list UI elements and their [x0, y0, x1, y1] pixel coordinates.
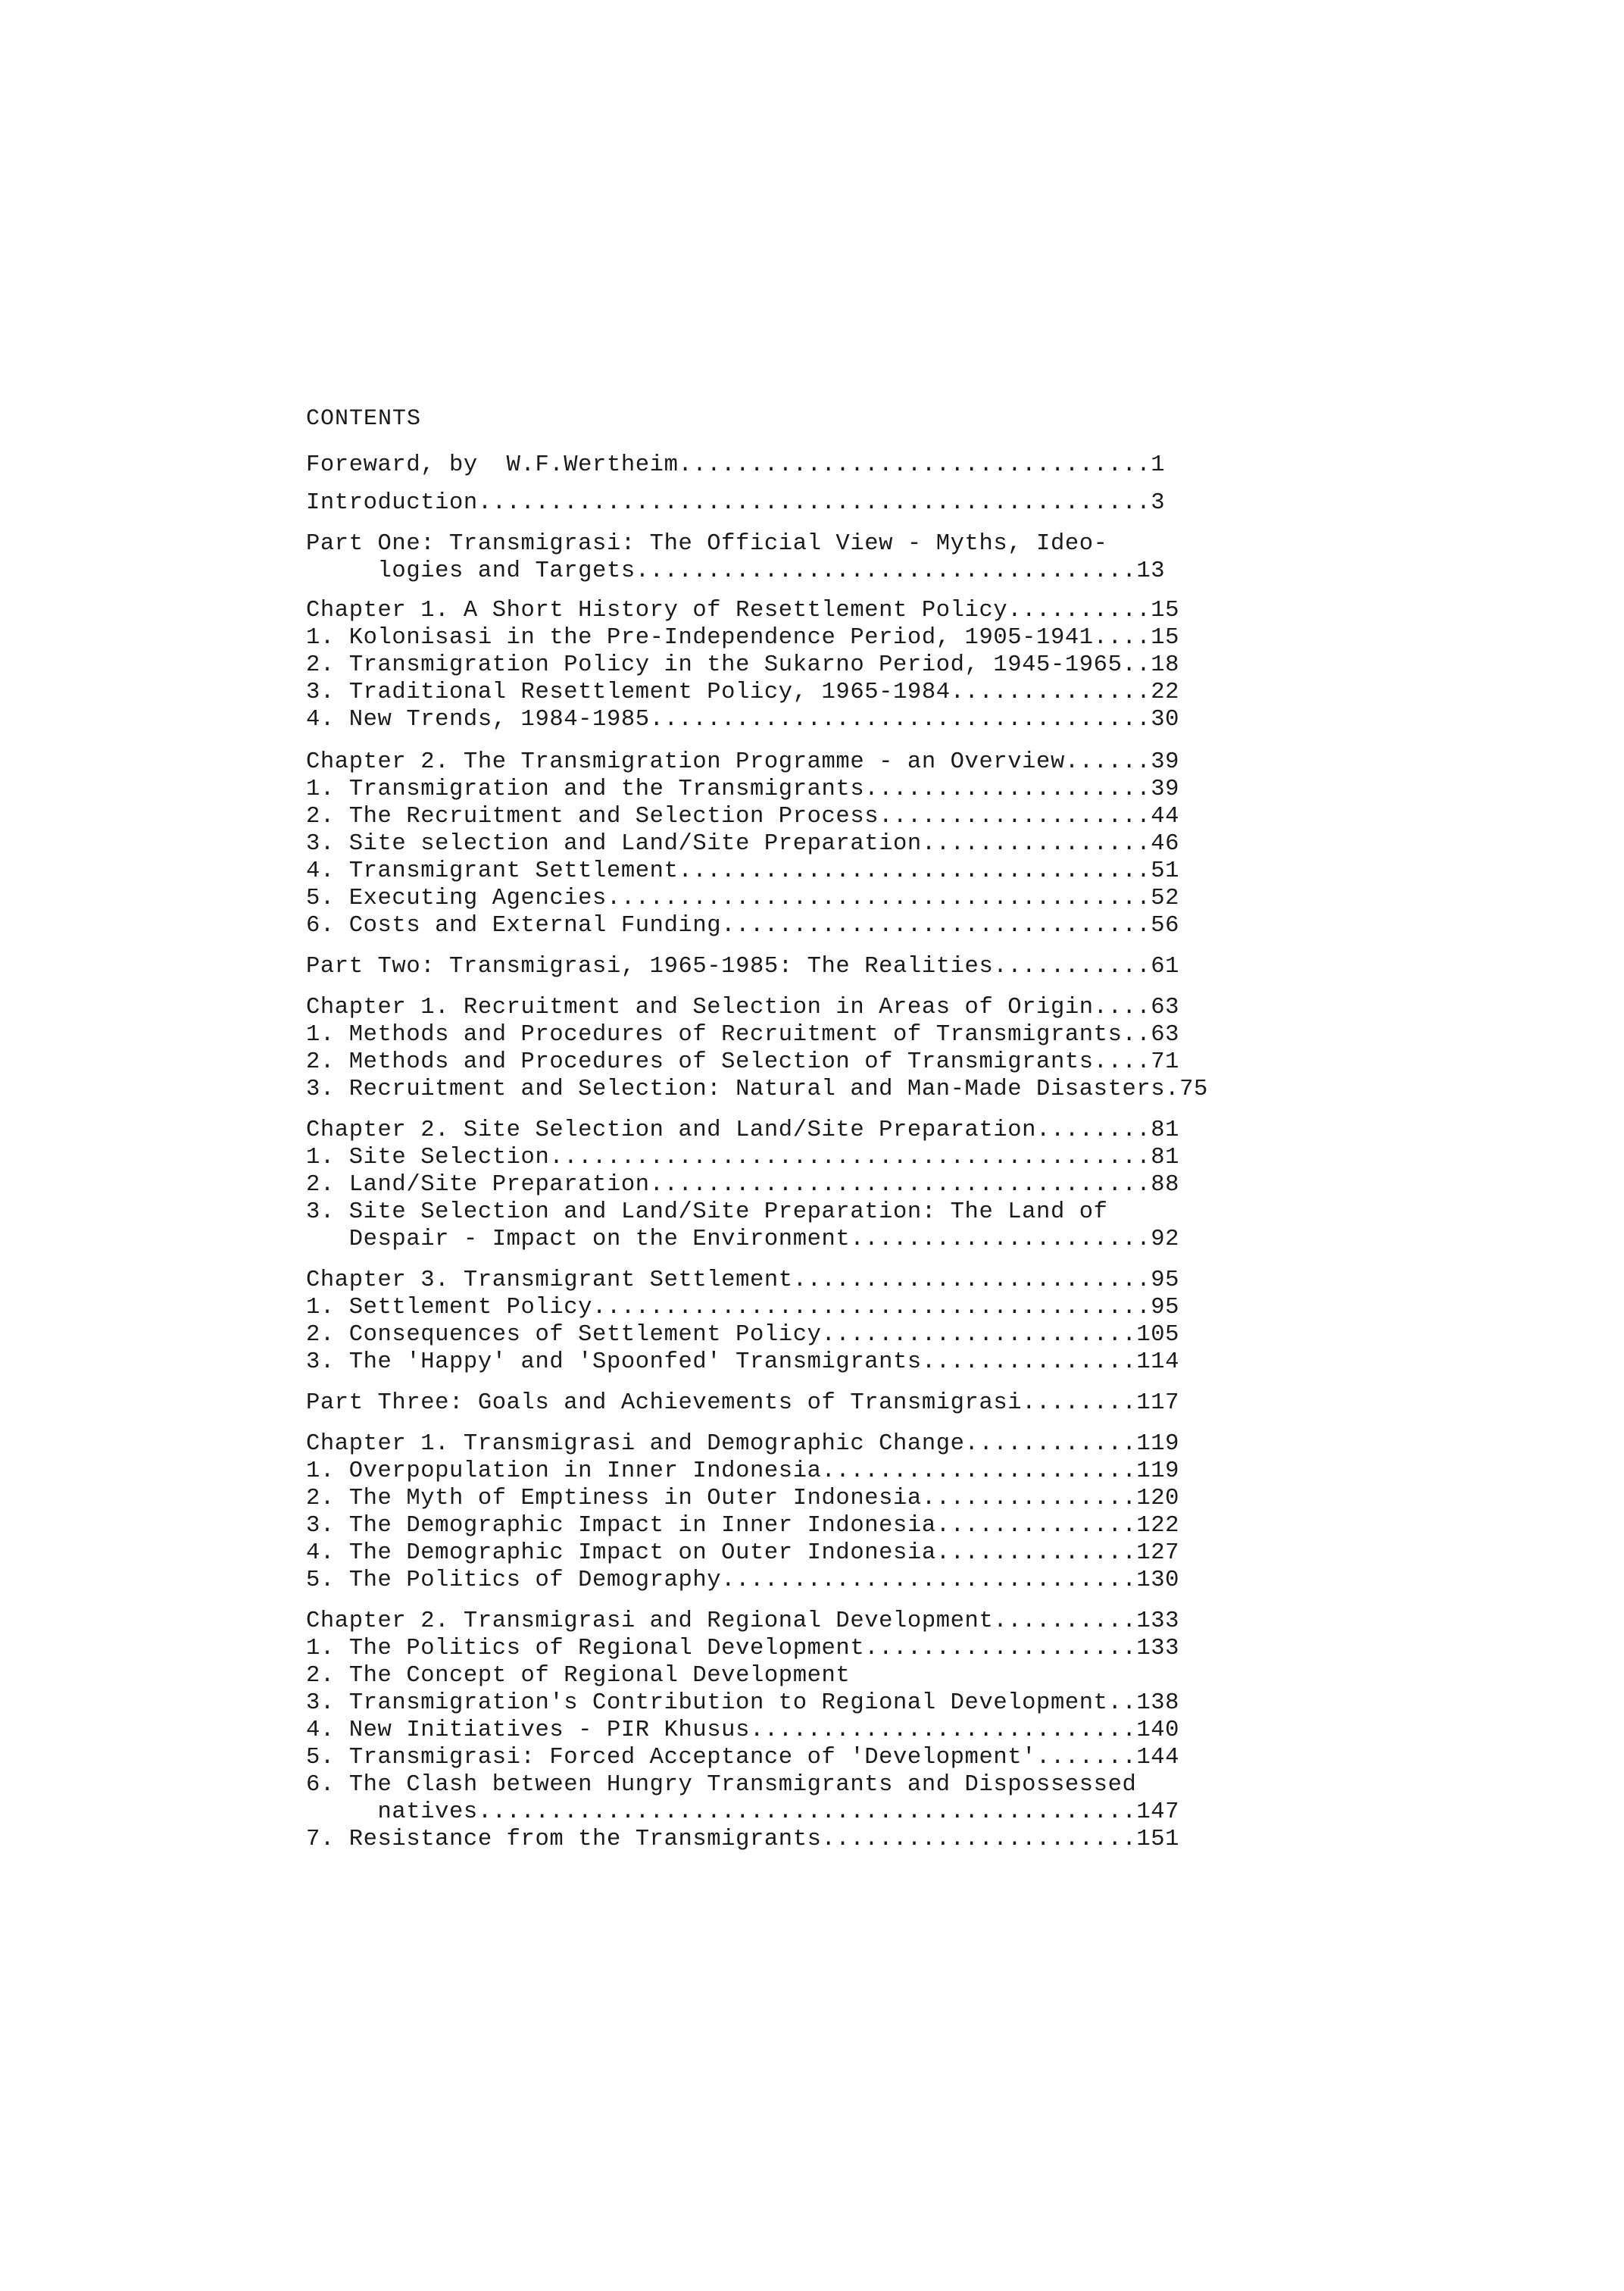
toc-entry: natives..............................................147 — [306, 1799, 1180, 1825]
toc-entry: Chapter 1. A Short History of Resettlement Policy..........15 — [306, 598, 1180, 624]
toc-entry: 3. Site selection and Land/Site Preparation................46 — [306, 831, 1180, 857]
toc-entry: 7. Resistance from the Transmigrants......................151 — [306, 1827, 1180, 1852]
toc-entry: 4. The Demographic Impact on Outer Indonesia..............127 — [306, 1540, 1180, 1566]
toc-entry: Chapter 1. Recruitment and Selection in Areas of Origin....63 — [306, 995, 1180, 1020]
toc-entry: 3. Recruitment and Selection: Natural and Man-Made Disasters.75 — [306, 1077, 1208, 1102]
toc-entry: 2. Transmigration Policy in the Sukarno Period, 1945-1965..18 — [306, 652, 1180, 678]
toc-entry: 5. Transmigrasi: Forced Acceptance of 'Development'.......144 — [306, 1745, 1180, 1771]
toc-entry: 1. Transmigration and the Transmigrants....................39 — [306, 777, 1180, 802]
toc-entry: 1. Settlement Policy.......................................95 — [306, 1295, 1180, 1321]
toc-entry: 3. The 'Happy' and 'Spoonfed' Transmigrants...............114 — [306, 1349, 1180, 1375]
toc-entry: 5. The Politics of Demography.............................130 — [306, 1567, 1180, 1593]
toc-entry: 6. Costs and External Funding..............................56 — [306, 913, 1180, 939]
toc-entry: 1. Site Selection..........................................81 — [306, 1145, 1180, 1171]
toc-entry: 1. The Politics of Regional Development...................133 — [306, 1636, 1180, 1661]
toc-entry: 4. New Trends, 1984-1985...................................30 — [306, 707, 1180, 733]
toc-entry: 4. Transmigrant Settlement.................................51 — [306, 858, 1180, 884]
toc-entry: 3. Site Selection and Land/Site Preparation: The Land of — [306, 1199, 1108, 1225]
toc-entry: Part One: Transmigrasi: The Official View - Myths, Ideo- — [306, 531, 1108, 557]
toc-entry: 2. Methods and Procedures of Selection of Transmigrants....71 — [306, 1049, 1180, 1075]
toc-entry: Chapter 3. Transmigrant Settlement.........................95 — [306, 1267, 1180, 1293]
toc-entry: Chapter 2. The Transmigration Programme - an Overview......39 — [306, 749, 1180, 775]
toc-entry: Chapter 2. Transmigrasi and Regional Development..........133 — [306, 1608, 1180, 1634]
toc-entry: Chapter 1. Transmigrasi and Demographic Change............119 — [306, 1431, 1180, 1457]
toc-entry: Despair - Impact on the Environment.....................92 — [306, 1227, 1180, 1252]
toc-entry: 3. Transmigration's Contribution to Regional Development..138 — [306, 1690, 1180, 1716]
page-title: CONTENTS — [306, 406, 422, 432]
toc-entry: 2. Land/Site Preparation...................................88 — [306, 1172, 1180, 1198]
toc-entry: 3. The Demographic Impact in Inner Indonesia..............122 — [306, 1513, 1180, 1539]
toc-entry: Part Two: Transmigrasi, 1965-1985: The Realities...........61 — [306, 954, 1180, 980]
toc-entry: 1. Kolonisasi in the Pre-Independence Period, 1905-1941....15 — [306, 625, 1180, 651]
toc-entry: Foreward, by W.F.Wertheim.................................1 — [306, 452, 1166, 478]
toc-entry: Part Three: Goals and Achievements of Transmigrasi........117 — [306, 1390, 1180, 1416]
toc-entry: 4. New Initiatives - PIR Khusus...........................140 — [306, 1717, 1180, 1743]
toc-entry: 1. Methods and Procedures of Recruitment of Transmigrants..63 — [306, 1022, 1180, 1048]
toc-entry: logies and Targets...................................13 — [306, 558, 1166, 584]
toc-entry: 1. Overpopulation in Inner Indonesia......................119 — [306, 1458, 1180, 1484]
toc-entry: 3. Traditional Resettlement Policy, 1965-1984..............22 — [306, 680, 1180, 705]
toc-entry: 2. The Myth of Emptiness in Outer Indonesia...............120 — [306, 1486, 1180, 1511]
toc-entry: 2. The Recruitment and Selection Process...................44 — [306, 804, 1180, 830]
toc-entry: 2. Consequences of Settlement Policy......................105 — [306, 1322, 1180, 1348]
toc-entry: 2. The Concept of Regional Development — [306, 1663, 851, 1689]
toc-entry: Chapter 2. Site Selection and Land/Site Preparation........81 — [306, 1117, 1180, 1143]
toc-entry: 5. Executing Agencies......................................52 — [306, 886, 1180, 911]
toc-entry: 6. The Clash between Hungry Transmigrants and Dispossessed — [306, 1772, 1137, 1798]
toc-entry: Introduction...............................................3 — [306, 490, 1166, 516]
